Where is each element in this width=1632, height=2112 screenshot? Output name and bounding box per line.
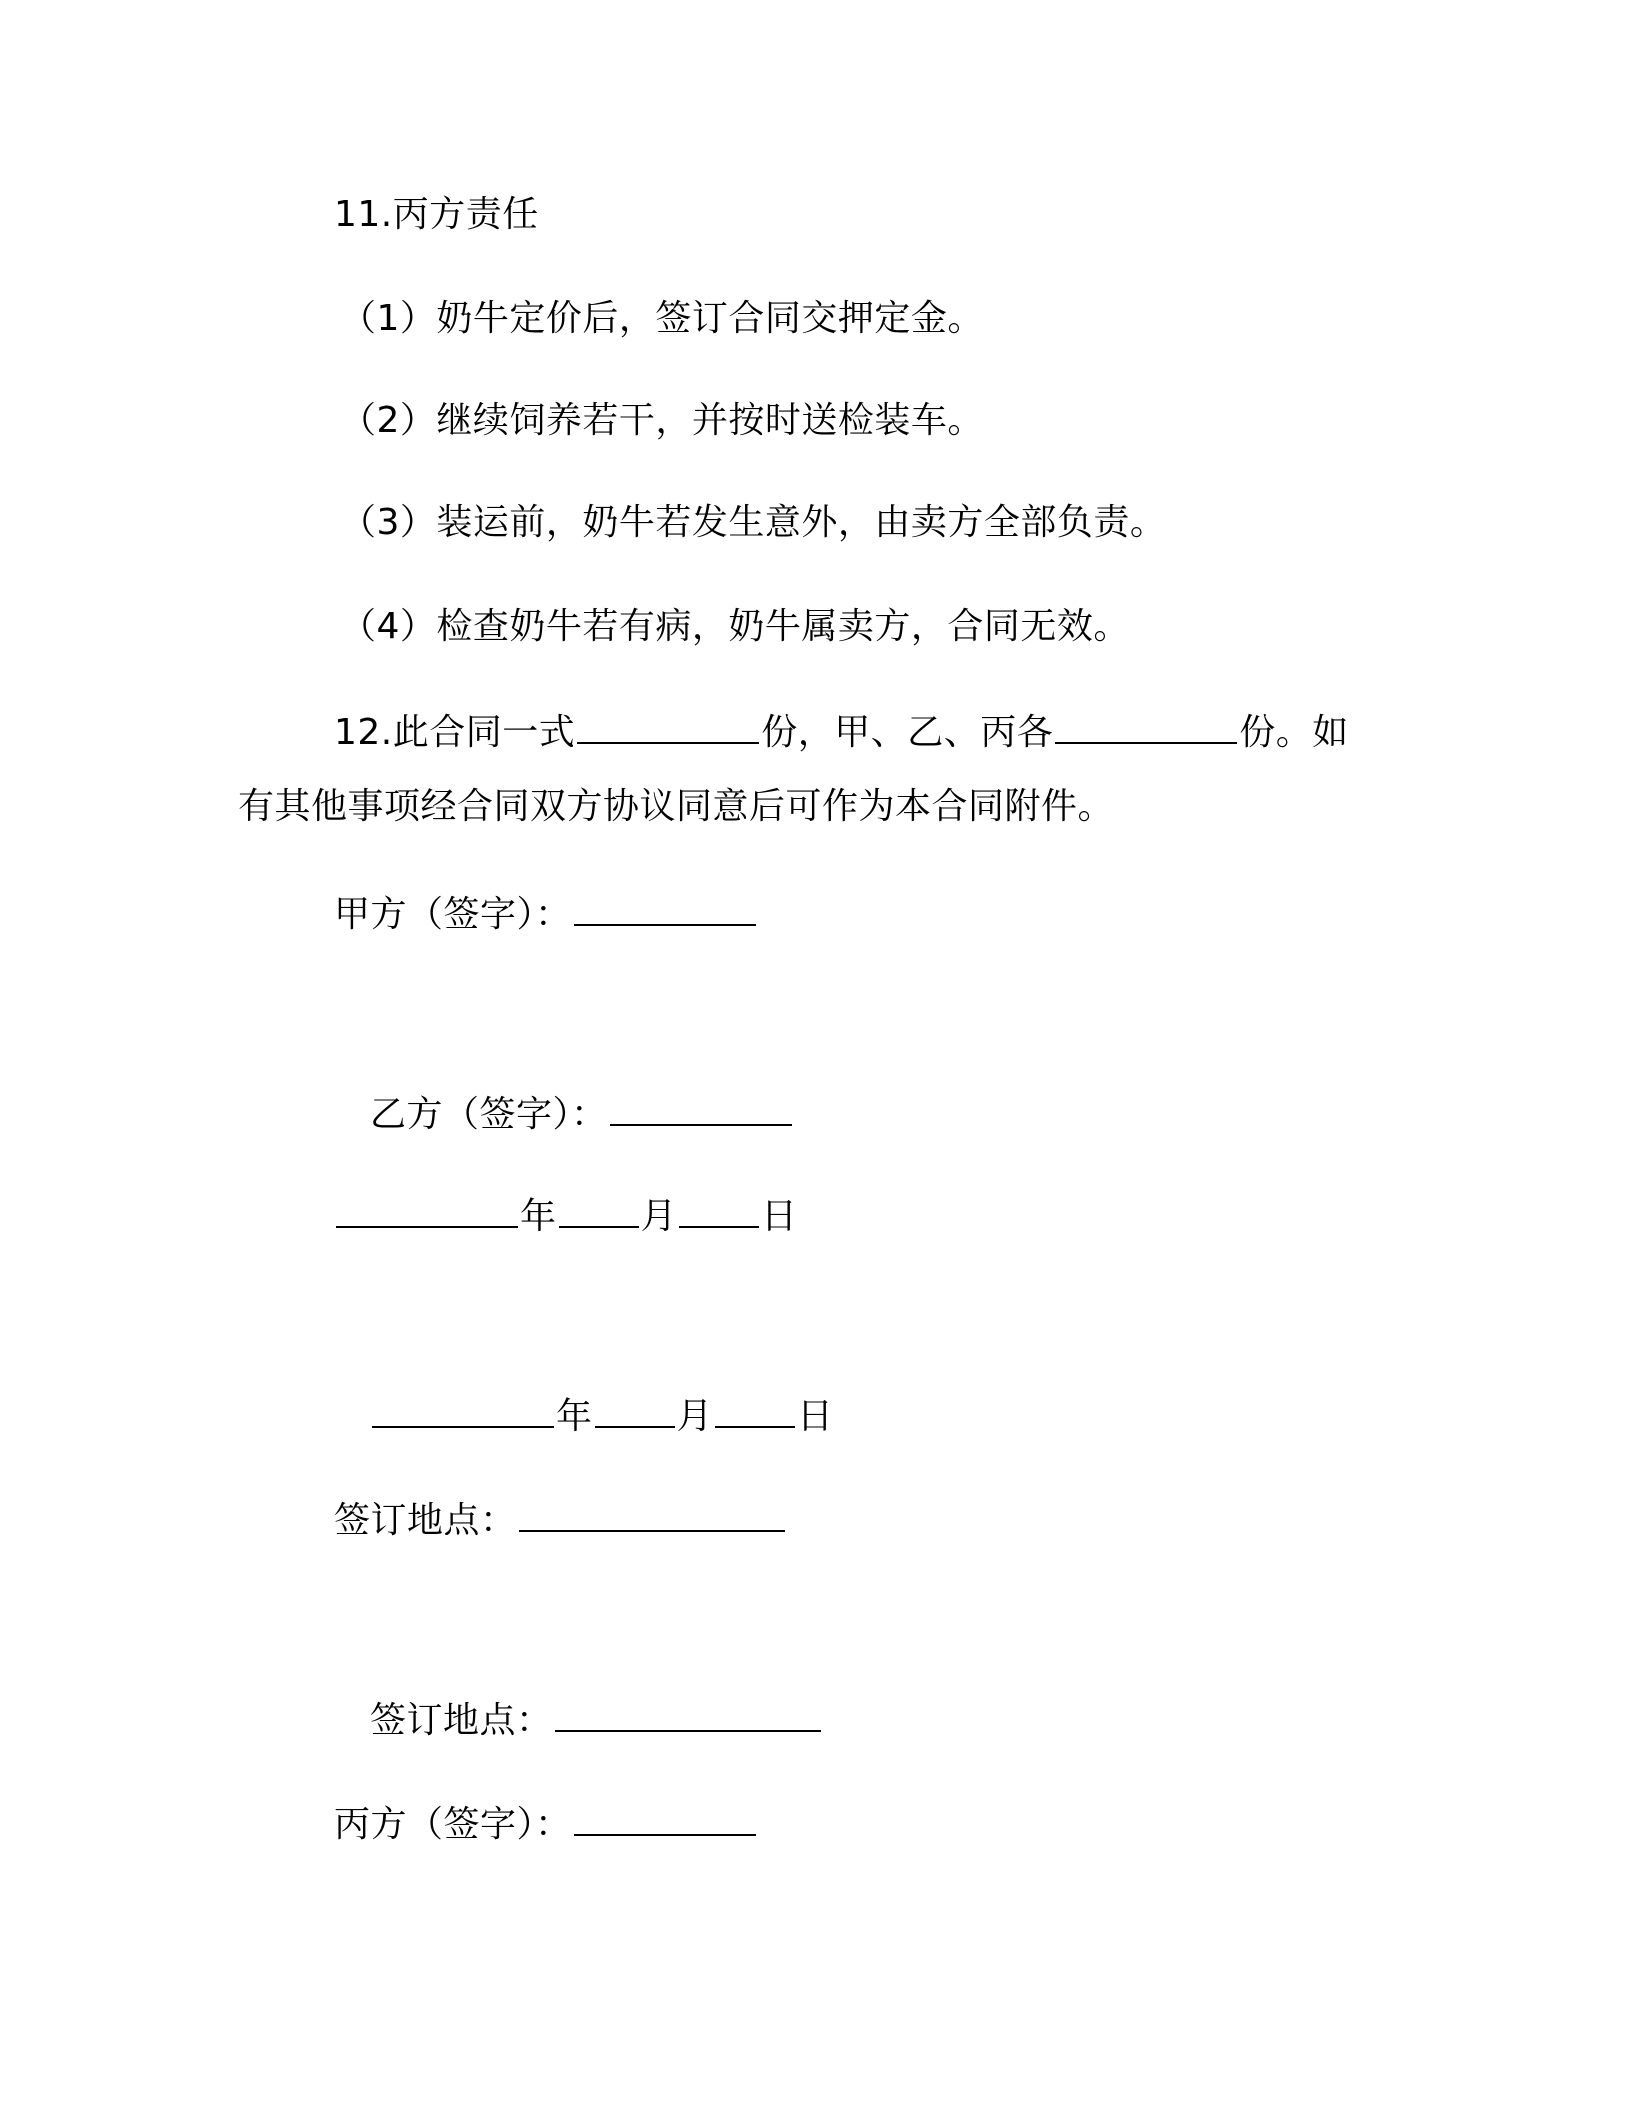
- signing-place-2: [370, 1696, 823, 1744]
- date-1-year-label: 年: [520, 1196, 557, 1237]
- party-a-sign-blank[interactable]: [574, 890, 756, 926]
- section-12-text-b: 份，甲、乙、丙各: [761, 712, 1054, 753]
- signing-place-2-label: 签订地点：: [370, 1700, 553, 1741]
- copies-total-blank[interactable]: [577, 708, 759, 744]
- party-b-signature: [370, 1090, 794, 1138]
- party-b-label: 乙方（签字）：: [370, 1094, 608, 1135]
- party-a-signature: [334, 890, 758, 938]
- date-1-month-label: 月: [640, 1196, 678, 1237]
- date-2-day-label: 日: [797, 1396, 834, 1437]
- party-a-label: 甲方（签字）：: [334, 894, 572, 935]
- section-11-heading: 11.丙方责任: [334, 194, 539, 235]
- section-12-text-c: 份。如: [1239, 712, 1349, 753]
- section-12-line-2: 有其他事项经合同双方协议同意后可作为本合同附件。: [238, 786, 1115, 827]
- date-line-1: [334, 1192, 798, 1240]
- date-2-month-label: 月: [676, 1396, 714, 1437]
- date-2-year-label: 年: [556, 1396, 593, 1437]
- date-2-month-blank[interactable]: [595, 1392, 675, 1428]
- section-12-line-1: [334, 708, 1349, 756]
- party-c-label: 丙方（签字）：: [334, 1804, 572, 1845]
- date-1-day-blank[interactable]: [679, 1192, 759, 1228]
- signing-place-2-blank[interactable]: [555, 1696, 821, 1732]
- party-c-signature: [334, 1800, 758, 1848]
- section-11-item-2: （2）继续饲养若干，并按时送检装车。: [340, 400, 984, 441]
- date-line-2: [370, 1392, 834, 1440]
- date-2-day-blank[interactable]: [715, 1392, 795, 1428]
- section-12-text-a: 12.此合同一式: [334, 712, 576, 753]
- date-2-year-blank[interactable]: [372, 1392, 554, 1428]
- date-1-month-blank[interactable]: [559, 1192, 639, 1228]
- signing-place-1-blank[interactable]: [519, 1496, 785, 1532]
- date-1-day-label: 日: [761, 1196, 798, 1237]
- section-11-item-4: （4）检查奶牛若有病，奶牛属卖方，合同无效。: [340, 606, 1130, 647]
- party-b-sign-blank[interactable]: [610, 1090, 792, 1126]
- signing-place-1-label: 签订地点：: [334, 1500, 517, 1541]
- party-c-sign-blank[interactable]: [574, 1800, 756, 1836]
- copies-each-blank[interactable]: [1055, 708, 1237, 744]
- section-11-item-1: （1）奶牛定价后，签订合同交押定金。: [340, 298, 984, 339]
- section-11-item-3: （3）装运前，奶牛若发生意外，由卖方全部负责。: [340, 502, 1167, 543]
- signing-place-1: [334, 1496, 787, 1544]
- date-1-year-blank[interactable]: [336, 1192, 518, 1228]
